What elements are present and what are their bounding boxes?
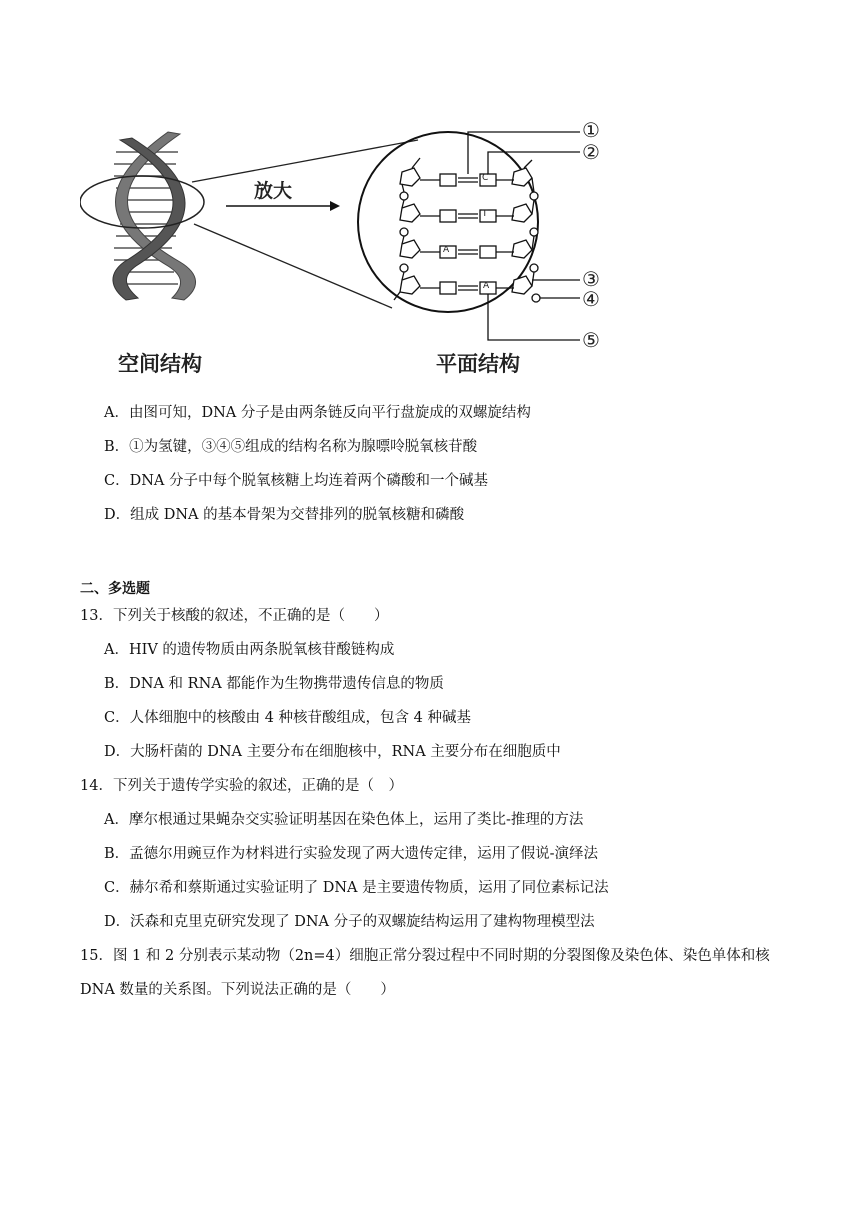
section-title: 二、多选题 [80, 581, 150, 597]
q14-stem: 14．下列关于遗传学实验的叙述，正确的是（ ） [80, 778, 403, 794]
q13-stem: 13．下列关于核酸的叙述，不正确的是（ ） [80, 608, 389, 624]
q15-stem-line2: DNA 数量的关系图。下列说法正确的是（ ） [80, 982, 395, 998]
double-helix [80, 132, 204, 300]
marker-1: ① [582, 118, 600, 142]
q13-option-d: D．大肠杆菌的 DNA 主要分布在细胞核中，RNA 主要分布在细胞质中 [104, 744, 561, 760]
q14-option-b: B．孟德尔用豌豆作为材料进行实验发现了两大遗传定律，运用了假说-演绎法 [104, 846, 599, 862]
marker-4: ④ [582, 287, 600, 311]
marker-2: ② [582, 140, 600, 164]
base-letter-a-bottom: A [483, 281, 490, 291]
q12-option-b: B．①为氢键，③④⑤组成的结构名称为腺嘌呤脱氧核苷酸 [104, 439, 478, 455]
zoom-label: 放大 [254, 180, 293, 202]
q12-option-a: A．由图可知，DNA 分子是由两条链反向平行盘旋成的双螺旋结构 [104, 405, 531, 421]
q12-option-c: C．DNA 分子中每个脱氧核糖上均连着两个磷酸和一个碱基 [104, 473, 488, 489]
base-letter-a: A [443, 245, 450, 255]
q14-option-a: A．摩尔根通过果蝇杂交实验证明基因在染色体上，运用了类比-推理的方法 [104, 812, 584, 828]
planar-structure-label: 平面结构 [436, 352, 520, 376]
q15-stem-line1: 15．图 1 和 2 分别表示某动物（2n=4）细胞正常分裂过程中不同时期的分裂图像及染色体、染色单体和核 [80, 948, 770, 964]
q13-option-c: C．人体细胞中的核酸由 4 种核苷酸组成，包含 4 种碱基 [104, 710, 471, 726]
q14-option-c: C．赫尔希和蔡斯通过实验证明了 DNA 是主要遗传物质，运用了同位素标记法 [104, 880, 609, 896]
q13-option-b: B．DNA 和 RNA 都能作为生物携带遗传信息的物质 [104, 676, 444, 692]
spatial-structure-label: 空间结构 [118, 352, 202, 376]
marker-3: ③ [582, 267, 600, 291]
dna-diagram [80, 112, 640, 382]
dna-structure-figure [80, 112, 640, 382]
marker-5: ⑤ [582, 328, 600, 352]
q12-option-d: D．组成 DNA 的基本骨架为交替排列的脱氧核糖和磷酸 [104, 507, 465, 523]
q14-option-d: D．沃森和克里克研究发现了 DNA 分子的双螺旋结构运用了建构物理模型法 [104, 914, 595, 930]
q13-option-a: A．HIV 的遗传物质由两条脱氧核苷酸链构成 [104, 642, 395, 658]
base-letter-t: T [482, 209, 488, 219]
base-letter-c: C [482, 173, 489, 183]
